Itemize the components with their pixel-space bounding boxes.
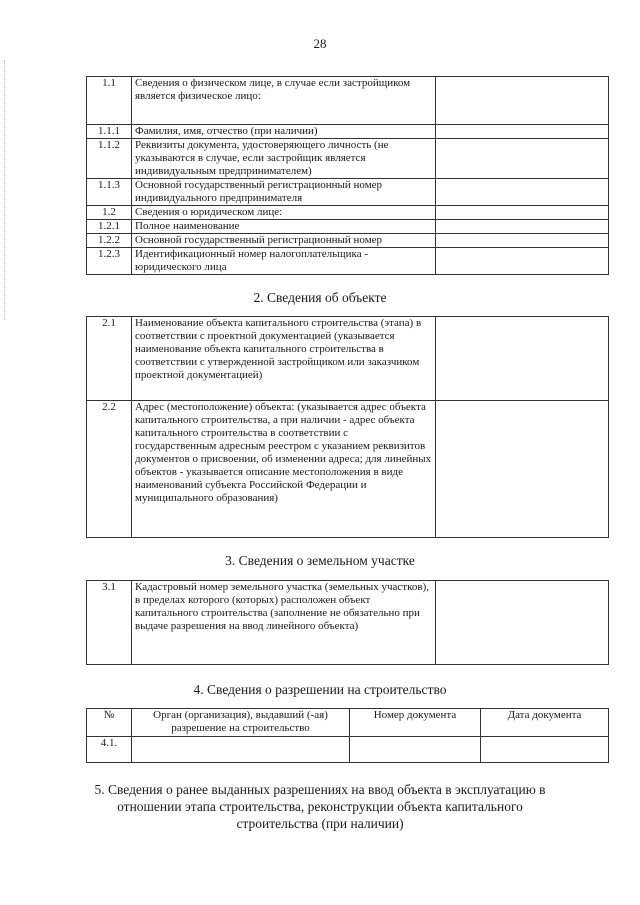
authority-cell[interactable]	[132, 737, 350, 763]
row-label: Идентификационный номер налогоплательщика - юридического лица	[132, 248, 436, 275]
row-label: Фамилия, имя, отчество (при наличии)	[132, 125, 436, 139]
row-value-cell[interactable]	[436, 401, 609, 538]
table-row	[87, 248, 609, 275]
section4-table	[86, 708, 609, 763]
row-value-cell[interactable]	[436, 248, 609, 275]
table-header-row	[87, 709, 609, 737]
table-row	[87, 737, 609, 763]
table-row	[87, 581, 609, 665]
row-number: 1.1.2	[87, 139, 132, 179]
row-number: 3.1	[87, 581, 132, 665]
row-number: 1.1.1	[87, 125, 132, 139]
scan-margin-mark	[4, 60, 6, 320]
row-number: 1.2.2	[87, 234, 132, 248]
row-value-cell[interactable]	[436, 234, 609, 248]
row-value-cell[interactable]	[436, 317, 609, 401]
row-number: 1.1	[87, 77, 132, 125]
doc-number-cell[interactable]	[350, 737, 481, 763]
doc-date-cell[interactable]	[481, 737, 609, 763]
table-row	[87, 220, 609, 234]
row-number: 4.1.	[87, 737, 132, 763]
row-value-cell[interactable]	[436, 77, 609, 125]
table-row	[87, 317, 609, 401]
section5-heading: 5. Сведения о ранее выданных разрешениях на ввод объекта в эксплуатацию в отношении этапа строительства, реконструкции объекта капитального строительства (при наличии)	[94, 782, 546, 831]
table-row	[87, 234, 609, 248]
table-row	[87, 125, 609, 139]
section3-heading: 3. Сведения о земельном участке	[225, 553, 415, 568]
section2-heading: 2. Сведения об объекте	[253, 290, 387, 305]
row-label: Сведения о физическом лице, в случае если застройщиком является физическое лицо:	[132, 77, 436, 125]
column-header-number: №	[87, 709, 132, 737]
row-number: 1.1.3	[87, 179, 132, 206]
column-header-doc-date: Дата документа	[481, 709, 609, 737]
table-row	[87, 206, 609, 220]
row-value-cell[interactable]	[436, 125, 609, 139]
row-label: Кадастровый номер земельного участка (земельных участков), в пределах которого (которых) расположен объект капитального строительства (заполнение не обязательно при выдаче разрешения на ввод линейного объекта)	[132, 581, 436, 665]
row-value-cell[interactable]	[436, 179, 609, 206]
table-row	[87, 139, 609, 179]
row-value-cell[interactable]	[436, 139, 609, 179]
row-label: Сведения о юридическом лице:	[132, 206, 436, 220]
table-row	[87, 401, 609, 538]
section2-table	[86, 316, 609, 538]
row-number: 2.1	[87, 317, 132, 401]
row-label: Основной государственный регистрационный номер	[132, 234, 436, 248]
column-header-doc-number: Номер документа	[350, 709, 481, 737]
row-value-cell[interactable]	[436, 206, 609, 220]
section4-heading: 4. Сведения о разрешении на строительство	[193, 682, 447, 697]
table-row	[87, 77, 609, 125]
column-header-authority: Орган (организация), выдавший (-ая) разрешение на строительство	[132, 709, 350, 737]
row-value-cell[interactable]	[436, 581, 609, 665]
table-row	[87, 179, 609, 206]
row-number: 1.2.1	[87, 220, 132, 234]
row-number: 1.2	[87, 206, 132, 220]
row-label: Полное наименование	[132, 220, 436, 234]
row-number: 2.2	[87, 401, 132, 538]
row-label: Адрес (местоположение) объекта: (указывается адрес объекта капитального строительства, а при наличии - адрес объекта капитального строительства в соответствии с государственным адресным реестром с указанием реквизитов документов о присвоении, об изменении адреса; для линейных объектов - указывается описание местоположения в виде наименований субъекта Российской Федерации и муниципального образования)	[132, 401, 436, 538]
row-label: Реквизиты документа, удостоверяющего личность (не указываются в случае, если застройщик является индивидуальным предпринимателем)	[132, 139, 436, 179]
section3-table	[86, 580, 609, 665]
row-label: Наименование объекта капитального строительства (этапа) в соответствии с проектной документацией (указывается наименование объекта капитального строительства в соответствии с утвержденной застройщиком или заказчиком проектной документацией)	[132, 317, 436, 401]
row-label: Основной государственный регистрационный номер индивидуального предпринимателя	[132, 179, 436, 206]
section1-table	[86, 76, 609, 275]
row-number: 1.2.3	[87, 248, 132, 275]
row-value-cell[interactable]	[436, 220, 609, 234]
page-number: 28	[313, 36, 327, 51]
